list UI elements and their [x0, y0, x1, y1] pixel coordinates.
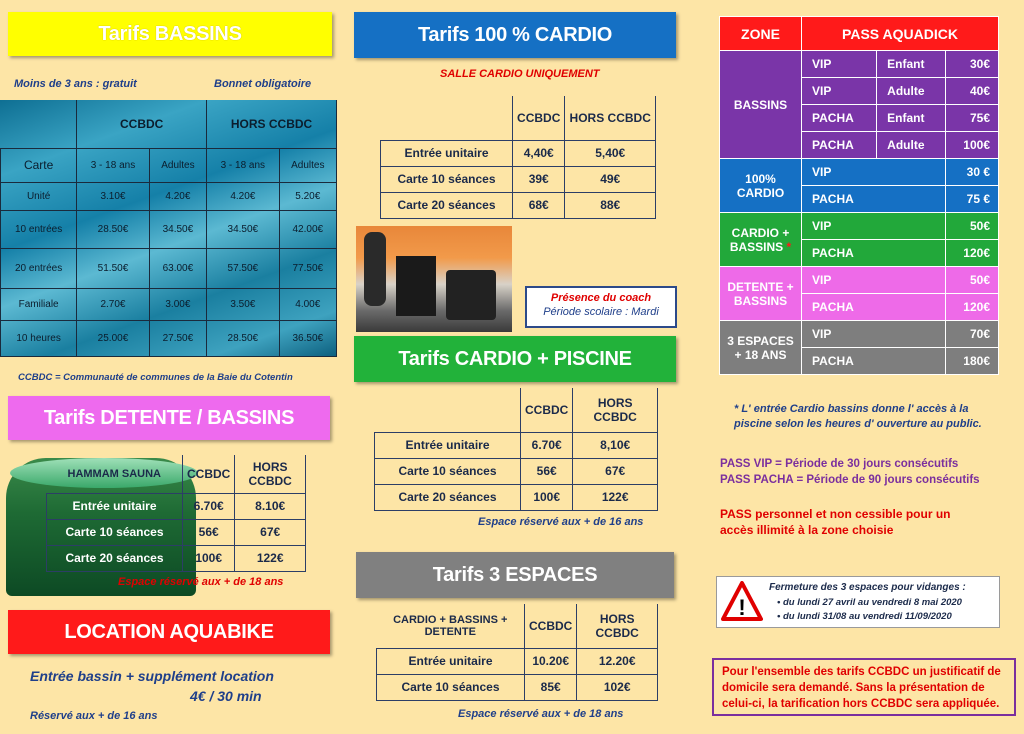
- coach-box: [525, 286, 677, 328]
- table-row: [377, 648, 658, 674]
- pass-type: VIP: [802, 267, 946, 294]
- pass-type: VIP: [802, 213, 946, 240]
- table-row: [720, 321, 999, 348]
- pass-type: PACHA: [802, 132, 877, 159]
- price: 50€: [946, 213, 999, 240]
- table-corner: [375, 388, 521, 432]
- closure-box: [716, 576, 1000, 628]
- cardio-piscine-title: Tarifs CARDIO + PISCINE: [354, 336, 676, 382]
- price: 56€: [183, 519, 235, 545]
- pass-perso-note: PASS personnel et non cessible pour un accès illimité à la zone choisie: [720, 507, 951, 537]
- price: 100€: [946, 132, 999, 159]
- price: 10.20€: [525, 648, 577, 674]
- price: 122€: [235, 545, 306, 571]
- row-label: Carte 20 séances: [47, 545, 183, 571]
- table-row: [47, 493, 306, 519]
- pass-type: VIP: [802, 159, 946, 186]
- sub-age: 3 - 18 ans: [207, 148, 279, 182]
- table-row: [47, 519, 306, 545]
- price: 27.50€: [149, 320, 206, 356]
- row-label: 20 entrées: [1, 248, 77, 288]
- pass-type: PACHA: [802, 348, 946, 375]
- price: 3.50€: [207, 288, 279, 320]
- price: 28.50€: [207, 320, 279, 356]
- detente-corner: HAMMAM SAUNA: [47, 455, 183, 493]
- table-row: [375, 458, 658, 484]
- pass-type: VIP: [802, 321, 946, 348]
- zone-asterisk: *: [786, 239, 792, 254]
- price: 30 €: [946, 159, 999, 186]
- bassins-table: [0, 100, 337, 357]
- coach-title: Présence du coach: [550, 292, 652, 304]
- price: 88€: [565, 192, 656, 218]
- pass-header: PASS AQUADICK: [802, 17, 999, 51]
- trois-espaces-title: Tarifs 3 ESPACES: [356, 552, 674, 598]
- row-label: Carte 20 séances: [375, 484, 521, 510]
- row-label: Entrée unitaire: [381, 140, 513, 166]
- row-label: Entrée unitaire: [47, 493, 183, 519]
- price: 40€: [946, 78, 999, 105]
- final-notice: Pour l'ensemble des tarifs CCBDC un justificatif de domicile sera demandé. Sans la présentation de celui-ci, la tarification hors CCBDC sera appliquée.: [712, 658, 1016, 716]
- row-label: Entrée unitaire: [375, 432, 521, 458]
- price: 4.20€: [149, 182, 206, 210]
- price: 30€: [946, 51, 999, 78]
- pass-audience: Adulte: [877, 132, 946, 159]
- pass-type: PACHA: [802, 294, 946, 321]
- cardio-piscine-table: [374, 388, 658, 511]
- detente-note: Espace réservé aux + de 18 ans: [118, 576, 284, 588]
- table-corner: [381, 96, 513, 140]
- row-label: Carte 10 séances: [375, 458, 521, 484]
- row-label: Entrée unitaire: [377, 648, 525, 674]
- price: 6.70€: [521, 432, 573, 458]
- svg-text:!: !: [738, 595, 746, 620]
- cardio-title: Tarifs 100 % CARDIO: [354, 12, 676, 58]
- price: 122€: [573, 484, 658, 510]
- row-label: 10 heures: [1, 320, 77, 356]
- sub-adultes: Adultes: [279, 148, 336, 182]
- price: 85€: [525, 674, 577, 700]
- pass-type: PACHA: [802, 105, 877, 132]
- price: 39€: [513, 166, 565, 192]
- pass-audience: Adulte: [877, 78, 946, 105]
- pass-audience: Enfant: [877, 105, 946, 132]
- star-note: * L' entrée Cardio bassins donne l' accès à la piscine selon les heures d' ouverture au public.: [734, 403, 982, 430]
- price: 8.10€: [235, 493, 306, 519]
- bassins-note-age: Moins de 3 ans : gratuit: [14, 78, 137, 90]
- bassins-title: Tarifs BASSINS: [8, 12, 332, 56]
- bassins-pool-image: [0, 100, 337, 356]
- pass-type: VIP: [802, 51, 877, 78]
- row-label: Carte 10 séances: [47, 519, 183, 545]
- detente-title: Tarifs DETENTE / BASSINS: [8, 396, 330, 440]
- price: 50€: [946, 267, 999, 294]
- pass-type: PACHA: [802, 186, 946, 213]
- col-hors: HORS CCBDC: [235, 455, 306, 493]
- zone-label: CARDIO + BASSINS: [729, 225, 790, 254]
- table-row: [47, 545, 306, 571]
- price: 4.20€: [207, 182, 279, 210]
- col-ccbdc: CCBDC: [513, 96, 565, 140]
- price: 3.10€: [77, 182, 149, 210]
- table-row: [1, 248, 337, 288]
- row-label: Carte 10 séances: [377, 674, 525, 700]
- row-label: 10 entrées: [1, 210, 77, 248]
- table-corner: [1, 100, 77, 148]
- col-hors: HORS CCBDC: [577, 604, 658, 648]
- price: 100€: [521, 484, 573, 510]
- pass-pacha-note: PASS PACHA = Période de 90 jours consécutifs: [720, 474, 980, 486]
- table-row: [1, 288, 337, 320]
- price: 49€: [565, 166, 656, 192]
- price: 77.50€: [279, 248, 336, 288]
- trois-espaces-note: Espace réservé aux + de 18 ans: [458, 708, 624, 720]
- table-row: [1, 320, 337, 356]
- zone-3-espaces: 3 ESPACES + 18 ANS: [720, 321, 802, 375]
- table-row: [381, 166, 656, 192]
- col-ccbdc: CCBDC: [525, 604, 577, 648]
- zone-header: ZONE: [720, 17, 802, 51]
- price: 75 €: [946, 186, 999, 213]
- price: 120€: [946, 240, 999, 267]
- price: 28.50€: [77, 210, 149, 248]
- pass-type: PACHA: [802, 240, 946, 267]
- pass-vip-note: PASS VIP = Période de 30 jours consécutifs: [720, 458, 959, 470]
- price: 70€: [946, 321, 999, 348]
- row-label: Carte 20 séances: [381, 192, 513, 218]
- table-row: [375, 432, 658, 458]
- cardio-gym-photo: [356, 226, 512, 332]
- cardio-subtitle: SALLE CARDIO UNIQUEMENT: [440, 68, 600, 80]
- price: 5.20€: [279, 182, 336, 210]
- sub-adultes: Adultes: [149, 148, 206, 182]
- col-hors: HORS CCBDC: [207, 100, 337, 148]
- sub-carte: Carte: [1, 148, 77, 182]
- price: 57.50€: [207, 248, 279, 288]
- cardio-table: [380, 96, 656, 219]
- price: 63.00€: [149, 248, 206, 288]
- table-row: [720, 213, 999, 240]
- table-row: [1, 210, 337, 248]
- pass-audience: Enfant: [877, 51, 946, 78]
- bassins-footnote: CCBDC = Communauté de communes de la Baie du Cotentin: [18, 372, 293, 383]
- price: 4,40€: [513, 140, 565, 166]
- aquabike-title: LOCATION AQUABIKE: [8, 610, 330, 654]
- price: 25.00€: [77, 320, 149, 356]
- table-row: [1, 182, 337, 210]
- closure-date-2: • du lundi 31/08 au vendredi 11/09/2020: [777, 611, 952, 622]
- price: 67€: [573, 458, 658, 484]
- row-label: Familiale: [1, 288, 77, 320]
- price: 12.20€: [577, 648, 658, 674]
- closure-title: Fermeture des 3 espaces pour vidanges :: [769, 582, 966, 593]
- zone-table: [719, 16, 999, 375]
- zone-cardio: 100% CARDIO: [720, 159, 802, 213]
- coach-schedule: Période scolaire : Mardi: [543, 306, 659, 318]
- price: 4.00€: [279, 288, 336, 320]
- price: 34.50€: [149, 210, 206, 248]
- cardio-piscine-note: Espace réservé aux + de 16 ans: [478, 516, 644, 528]
- price: 34.50€: [207, 210, 279, 248]
- table-row: [377, 674, 658, 700]
- price: 51.50€: [77, 248, 149, 288]
- aquabike-price: 4€ / 30 min: [190, 688, 262, 704]
- trois-espaces-corner: CARDIO + BASSINS + DETENTE: [377, 604, 525, 648]
- col-ccbdc: CCBDC: [183, 455, 235, 493]
- table-row: [375, 484, 658, 510]
- col-hors: HORS CCBDC: [565, 96, 656, 140]
- price: 5,40€: [565, 140, 656, 166]
- aquabike-line1: Entrée bassin + supplément location: [30, 668, 274, 684]
- price: 68€: [513, 192, 565, 218]
- col-ccbdc: CCBDC: [77, 100, 207, 148]
- price: 6.70€: [183, 493, 235, 519]
- price: 180€: [946, 348, 999, 375]
- price: 3.00€: [149, 288, 206, 320]
- closure-date-1: • du lundi 27 avril au vendredi 8 mai 2020: [777, 597, 962, 608]
- price: 8,10€: [573, 432, 658, 458]
- table-row: [381, 192, 656, 218]
- aquabike-note: Réservé aux + de 16 ans: [30, 710, 158, 722]
- price: 2.70€: [77, 288, 149, 320]
- table-row: [720, 267, 999, 294]
- bassins-note-cap: Bonnet obligatoire: [214, 78, 312, 90]
- table-row: [720, 159, 999, 186]
- price: 75€: [946, 105, 999, 132]
- row-label: Unité: [1, 182, 77, 210]
- trois-espaces-table: [376, 604, 658, 701]
- col-ccbdc: CCBDC: [521, 388, 573, 432]
- col-hors: HORS CCBDC: [573, 388, 658, 432]
- price: 120€: [946, 294, 999, 321]
- price: 56€: [521, 458, 573, 484]
- price: 100€: [183, 545, 235, 571]
- price: 36.50€: [279, 320, 336, 356]
- price: 67€: [235, 519, 306, 545]
- table-row: [720, 51, 999, 78]
- table-row: [381, 140, 656, 166]
- zone-detente-bassins: DETENTE + BASSINS: [720, 267, 802, 321]
- row-label: Carte 10 séances: [381, 166, 513, 192]
- price: 102€: [577, 674, 658, 700]
- zone-bassins: BASSINS: [720, 51, 802, 159]
- pass-type: VIP: [802, 78, 877, 105]
- detente-table: [46, 455, 306, 572]
- sub-age: 3 - 18 ans: [77, 148, 149, 182]
- warning-icon: [721, 581, 763, 621]
- zone-cardio-bassins: [720, 213, 802, 267]
- price: 42.00€: [279, 210, 336, 248]
